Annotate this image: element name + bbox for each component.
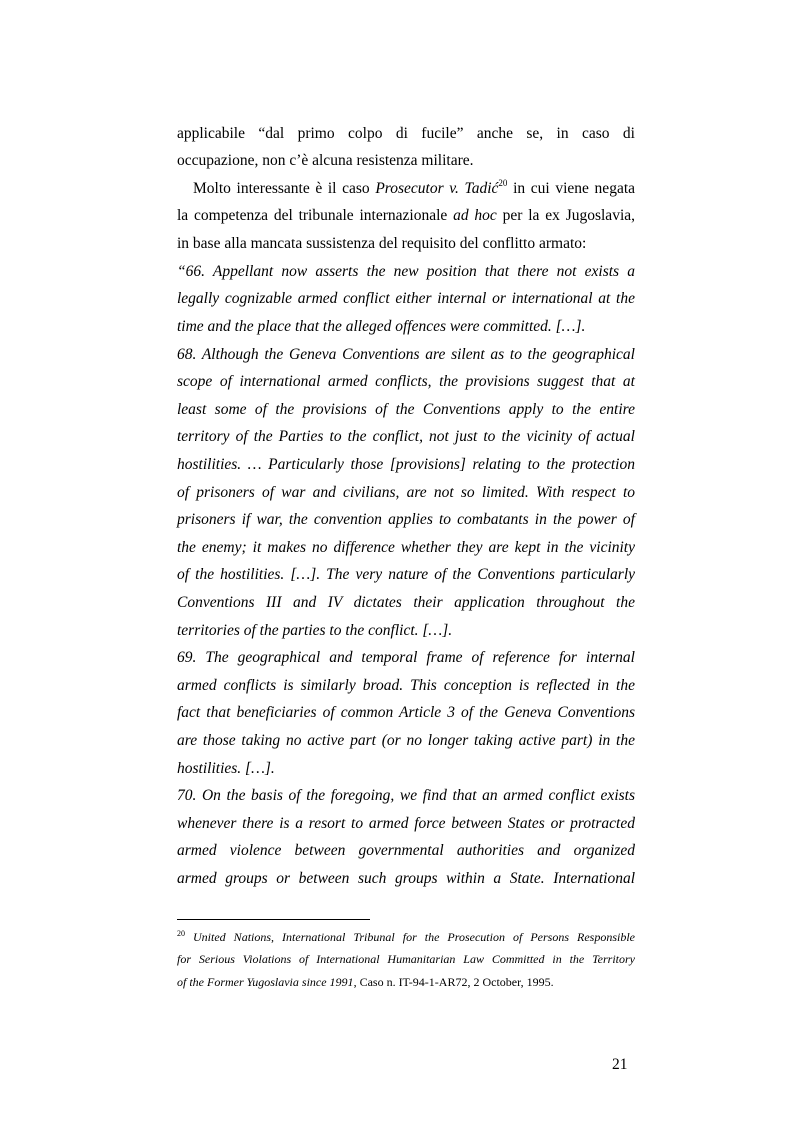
paragraph-line: in base alla mancata sussistenza del requisito del conflitto armato: (177, 235, 587, 252)
page-number: 21 (612, 1056, 628, 1073)
quote-line: legally cognizable armed conflict either internal or international at the (177, 290, 635, 307)
case-name: Prosecutor v. Tadić (375, 180, 499, 197)
quote-line: of prisoners of war and civilians, are not so limited. With respect to (177, 484, 635, 501)
quote-line: hostilities. […]. (177, 760, 275, 777)
text-run: per la ex Jugoslavia, (496, 207, 635, 224)
paragraph-line: applicabile “dal primo colpo di fucile” anche se, in caso di (177, 125, 635, 142)
footnote-separator (177, 919, 370, 920)
paragraph-line (177, 206, 635, 226)
quote-line: territories of the parties to the conflict. […]. (177, 622, 453, 639)
text-run: in cui viene negata (507, 180, 636, 197)
text-run: Molto interessante è il caso (193, 180, 376, 197)
quote-line: armed conflicts is similarly broad. This conception is reflected in the (177, 677, 635, 694)
quote-line: Conventions III and IV dictates their application throughout the (177, 594, 635, 611)
quote-line: time and the place that the alleged offences were committed. […]. (177, 318, 586, 335)
paragraph-line: occupazione, non c’è alcuna resistenza militare. (177, 152, 474, 169)
quote-line: are those taking no active part (or no longer taking active part) in the (177, 732, 635, 749)
quote-line: 68. Although the Geneva Conventions are silent as to the geographical (177, 346, 635, 363)
quote-line: armed groups or between such groups within a State. International (177, 870, 635, 887)
footnote-line: for Serious Violations of International Humanitarian Law Committed in the Territory (177, 952, 635, 966)
quote-line: least some of the provisions of the Conventions apply to the entire (177, 401, 635, 418)
latin-term: ad hoc (453, 207, 497, 224)
footnote-text: United Nations, International Tribunal for the Prosecution of Persons Responsible (193, 930, 635, 944)
quote-line: armed violence between governmental authorities and organized (177, 842, 635, 859)
footnote-line (177, 929, 635, 945)
quote-line: prisoners if war, the convention applies to combatants in the power of (177, 511, 635, 528)
quote-line: 69. The geographical and temporal frame of reference for internal (177, 649, 635, 666)
quote-line: fact that beneficiaries of common Article 3 of the Geneva Conventions (177, 704, 635, 721)
footnote-text: , Caso n. IT-94-1-AR72, 2 October, 1995. (353, 975, 554, 989)
text-run: la competenza del tribunale internazionale (177, 207, 454, 224)
quote-line: 70. On the basis of the foregoing, we find that an armed conflict exists (177, 787, 635, 804)
footnote-line (177, 974, 635, 990)
quote-line: hostilities. … Particularly those [provisions] relating to the protection (177, 456, 635, 473)
footnote-reference[interactable]: 20 (498, 178, 508, 188)
quote-line: of the hostilities. […]. The very nature of the Conventions particularly (177, 566, 635, 583)
quote-line: territory of the Parties to the conflict, not just to the vicinity of actual (177, 428, 635, 445)
quote-line: “66. Appellant now asserts the new position that there not exists a (177, 263, 635, 280)
footnote-number: 20 (177, 929, 185, 938)
footnote-text: of the Former Yugoslavia since 1991 (177, 975, 354, 989)
quote-line: the enemy; it makes no difference whether they are kept in the vicinity (177, 539, 635, 556)
quote-line: scope of international armed conflicts, the provisions suggest that at (177, 373, 635, 390)
quote-line: whenever there is a resort to armed force between States or protracted (177, 815, 635, 832)
paragraph-line (193, 179, 635, 199)
